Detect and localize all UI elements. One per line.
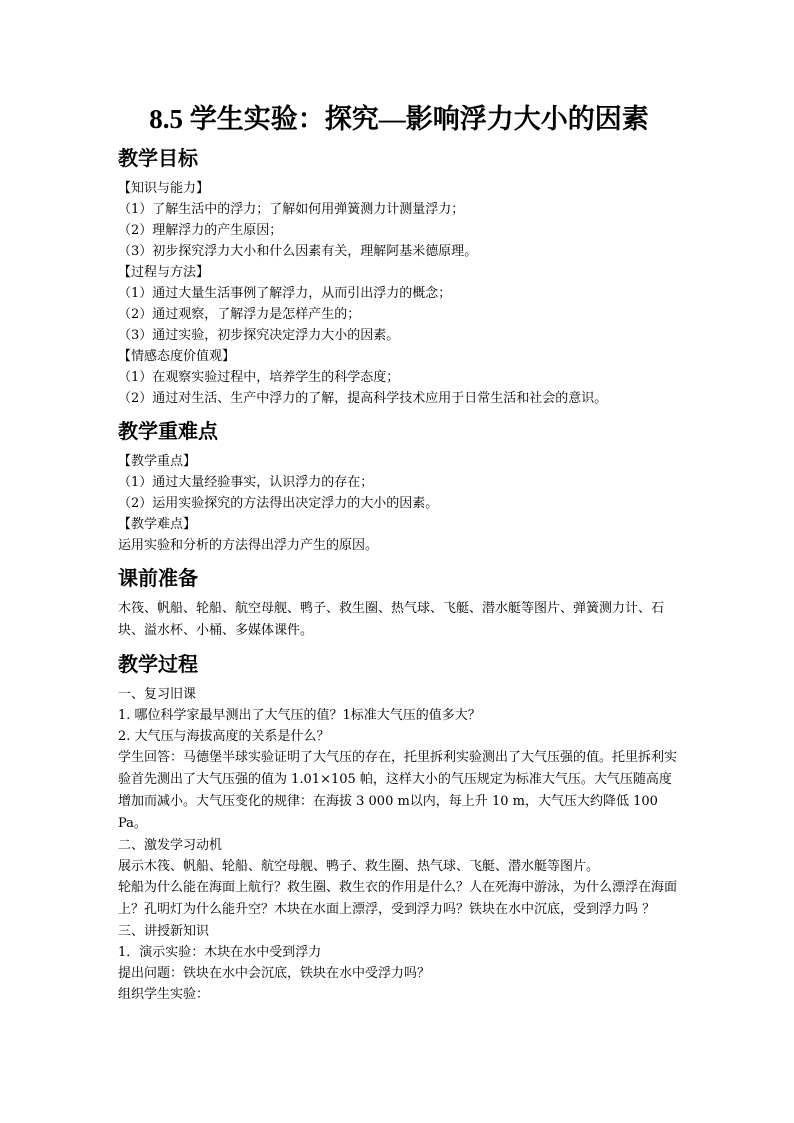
document-title: 8.5 学生实验：探究—影响浮力大小的因素 — [149, 104, 649, 134]
text-line: （2）通过对生活、生产中浮力的了解，提高科学技术应用于日常生活和社会的意识。 — [118, 391, 608, 406]
text-line: （3）通过实验，初步探究决定浮力大小的因素。 — [118, 328, 400, 343]
text-line: 【教学难点】 — [118, 517, 197, 532]
section-heading: 课前准备 — [118, 566, 198, 590]
text-line: （1）在观察实验过程中，培养学生的科学态度； — [118, 370, 400, 385]
text-line: 一、复习旧课 — [118, 687, 197, 702]
text-line: 1．演示实验：木块在水中受到浮力 — [118, 945, 322, 960]
text-line: 二、激发学习动机 — [118, 838, 223, 853]
section-key-points — [118, 417, 680, 556]
text-line: 运用实验和分析的方法得出浮力产生的原因。 — [118, 538, 379, 553]
text-line: 三、讲授新知识 — [118, 924, 210, 939]
section-heading: 教学重难点 — [118, 419, 218, 443]
paragraph: 学生回答：马德堡半球实验证明了大气压的存在，托里拆利实验测出了大气压强的值。托里拆利实验首先测出了大气压强的值为 1.01×105 帕，这样大小的气压规定为标准大气压。大气压随高度增加而减小。大气压变化的规律：在海拔 3 000 m以内，每上升 10 m，大气压大约降低 100 Pa。 — [118, 750, 678, 831]
section-heading: 教学目标 — [118, 146, 198, 170]
section-teaching-process — [118, 650, 680, 1005]
section-preparation — [118, 564, 680, 642]
text-line: 2. 大气压与海拔高度的关系是什么？ — [118, 729, 330, 744]
text-line: （3）初步探究浮力大小和什么因素有关，理解阿基米德原理。 — [118, 244, 478, 259]
text-line: （2）运用实验探究的方法得出决定浮力的大小的因素。 — [118, 496, 439, 511]
text-line: 【过程与方法】 — [118, 265, 210, 280]
text-line: 【知识与能力】 — [118, 181, 210, 196]
text-line: 【教学重点】 — [118, 454, 197, 469]
text-line: 1. 哪位科学家最早测出了大气压的值？1标准大气压的值多大？ — [118, 708, 481, 723]
text-line: 组织学生实验： — [118, 987, 210, 1002]
paragraph: 轮船为什么能在海面上航行？救生圈、救生衣的作用是什么？人在死海中游泳，为什么漂浮在海面上？孔明灯为什么能升空？木块在水面上漂浮，受到浮力吗？铁块在水中沉底，受到浮力吗 ？ — [118, 880, 678, 917]
text-line: （2）通过观察，了解浮力是怎样产生的； — [118, 307, 361, 322]
document-page — [118, 100, 680, 1005]
section-heading: 教学过程 — [118, 652, 198, 676]
text-line: （1）通过大量经验事实，认识浮力的存在； — [118, 475, 374, 490]
text-line: （1）通过大量生活事例了解浮力，从而引出浮力的概念； — [118, 286, 452, 301]
text-line: 展示木筏、帆船、轮船、航空母舰、鸭子、救生圈、热气球、飞艇、潜水艇等图片。 — [118, 859, 600, 874]
text-line: 提出问题：铁块在水中会沉底，铁块在水中受浮力吗？ — [118, 966, 431, 981]
text-line: （1）了解生活中的浮力；了解如何用弹簧测力计测量浮力； — [118, 202, 465, 217]
text-line: （2）理解浮力的产生原因； — [118, 223, 283, 238]
paragraph: 木筏、帆船、轮船、航空母舰、鸭子、救生圈、热气球、飞艇、潜水艇等图片、弹簧测力计、石块、溢水杯、小桶、多媒体课件。 — [118, 601, 665, 638]
section-teaching-goals — [118, 144, 680, 409]
text-line: 【情感态度价值观】 — [118, 349, 236, 364]
